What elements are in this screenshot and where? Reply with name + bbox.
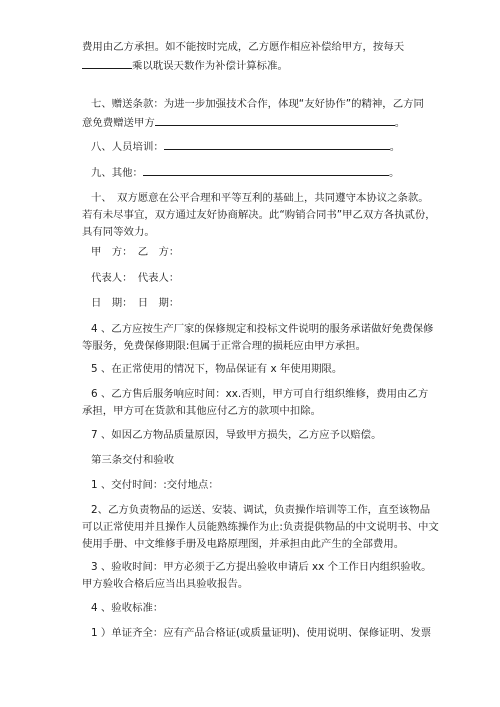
text-line: 5 、在正常使用的情况下，物品保证有 x 年使用期限。 <box>91 363 343 375</box>
signature-representative-labels: 代表人： 代表人： <box>91 272 180 284</box>
text-line: 1 ）单证齐全：应有产品合格证(或质量证明)、使用说明、保修证明、发票 <box>91 627 432 639</box>
signature-party-labels: 甲 方： 乙 方： <box>91 246 180 258</box>
fill-blank <box>143 165 389 176</box>
text-line: 4 、验收标准： <box>91 602 164 614</box>
text-line: 3 、验收时间：甲方必须于乙方提出验收申请后 xx 个工作日内组织验收。 <box>91 561 432 573</box>
text-line <box>91 139 431 154</box>
text-line: 6 、乙方售后服务响应时间：xx.否则，甲方可自行组织维修，费用由乙方 <box>91 388 429 400</box>
text-line: 使用手册、中文维修手册及电路原理图，并承担由此产生的全部费用。 <box>82 538 405 550</box>
line-text: 。 <box>389 141 401 153</box>
text-line: 十、 双方愿意在公平合理和平等互利的基础上，共同遵守本协议之条款。 <box>91 192 429 204</box>
text-line: 七、赠送条款：为进一步加强技术合作，体现“友好协作”的精神，乙方同 <box>91 98 424 110</box>
text-line: 4 、乙方应按生产厂家的保修规定和投标文件说明的服务承诺做好免费保修 <box>91 323 434 335</box>
text-line: 费用由乙方承担。如不能按时完成，乙方愿作相应补偿给甲方，按每天 <box>82 41 405 53</box>
line-text: 九、其他： <box>91 167 143 179</box>
line-text: 意免费赠送甲方 <box>82 117 155 129</box>
text-line <box>82 115 422 130</box>
section-heading: 第三条交付和验收 <box>91 454 175 466</box>
line-text: 乘以耽误天数作为补偿计算标准。 <box>132 60 288 72</box>
signature-date-labels: 日 期： 日 期： <box>91 297 180 309</box>
text-line <box>91 165 431 180</box>
line-text: 八、人员培训： <box>91 141 164 153</box>
text-line: 承担，甲方可在货款和其他应付乙方的款项中扣除。 <box>82 405 321 417</box>
fill-blank <box>82 58 132 69</box>
text-line: 等服务，免费保修期限:但属于正常合理的损耗应由甲方承担。 <box>82 340 367 352</box>
line-text: 。 <box>388 167 400 179</box>
fill-blank <box>164 139 390 150</box>
text-line: 甲方验收合格后应当出具验收报告。 <box>82 578 249 590</box>
text-line: 可以正常使用并且操作人员能熟练操作为止:负责提供物品的中文说明书、中文 <box>82 521 439 533</box>
text-line: 7 、如因乙方物品质量原因，导致甲方损失，乙方应予以赔偿。 <box>91 429 382 441</box>
text-line: 具有同等效力。 <box>82 226 155 238</box>
text-line: 1 、交付时间：:交付地点： <box>91 479 219 491</box>
text-line <box>82 58 422 73</box>
text-line: 若有未尽事宜，双方通过友好协商解决。此“购销合同书”甲乙双方各执贰份， <box>82 209 436 221</box>
line-text: 。 <box>394 117 406 129</box>
text-line: 2、乙方负责物品的运送、安装、调试，负责操作培训等工作，直至该物品 <box>91 504 431 516</box>
fill-blank <box>155 115 395 126</box>
